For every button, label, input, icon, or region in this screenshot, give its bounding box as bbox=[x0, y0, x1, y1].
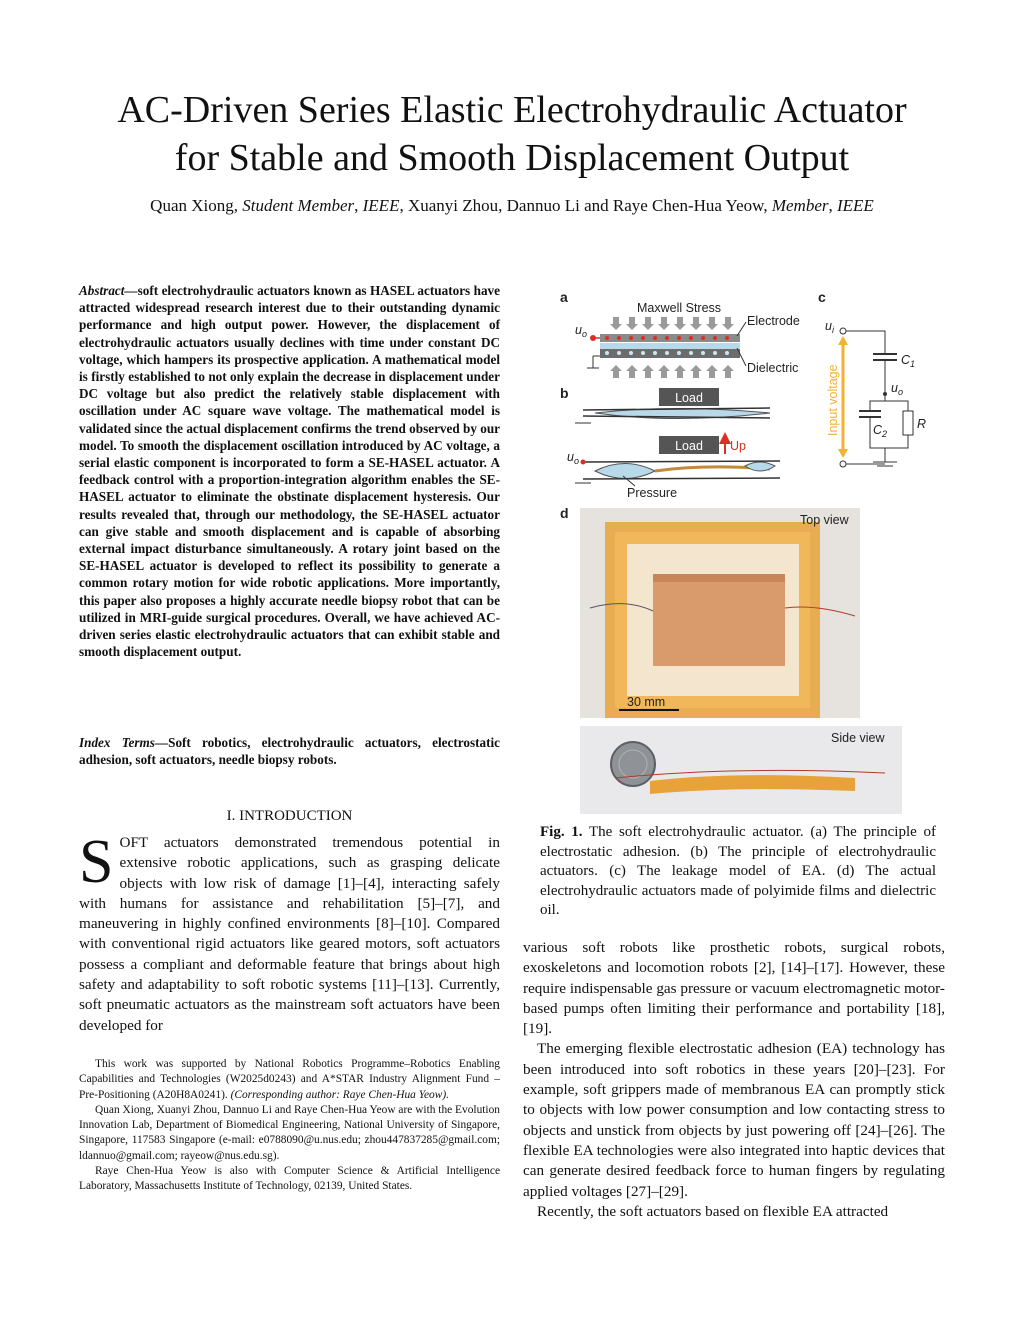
pressure-label: Pressure bbox=[627, 486, 678, 500]
paragraph-3: Recently, the soft actuators based on flexible EA attracted bbox=[537, 1202, 889, 1220]
footnote-affiliation: Quan Xiong, Xuanyi Zhou, Dannuo Li and Raye Chen-Hua Yeow are with the Evolution Innovation Lab, Department of Biomedical Engineering, National University of Singapore, Singapore, 117583 Singapore (e-mail: e0788090@u.nus.edu; zhou447837285@gmail.com; ldannuo@gmail.com; rayeow@nus.edu.sg). bbox=[79, 1103, 500, 1162]
title-line-1: AC-Driven Series Elastic Electrohydraulic Actuator bbox=[117, 89, 907, 131]
u-o-label-a: $u_o$ bbox=[575, 323, 587, 339]
side-view-label: Side view bbox=[831, 731, 885, 745]
abstract-text: soft electrohydraulic actuators known as HASEL actuators have attracted widespread research interest due to their outstanding dynamic performance and high output power. However, the displacement of electrohydraulic actuators usually declines with time under constant DC voltage, which hampers its prospective application. A mathematical model is firstly established to not only explain the decrease in displacement under DC voltage but also predict the relatively stable displacement with oscillation under AC square wave voltage. The mathematical model is validated since the actual displacement confirms the trend observed by our model. To smooth the displacement oscillation introduced by AC voltage, a serial elastic component is incorporated to form a SE-HASEL actuator. A feedback control with a proportion-integration algorithm enables the SE-HASEL actuator to eliminate the obstinate displacement hysteresis. Our results revealed that, through our methodology, the SE-HASEL actuator can give stable and smooth displacement and is capable of absorbing external impact disturbance simultaneously. A rotary joint based on the SE-HASEL actuator is developed to reflect its possibility to generate a common rotary motion for wide robotic applications. More importantly, this paper also proposes a highly accurate needle biopsy robot that can be utilized in MRI-guide surgical procedures. Overall, we have achieved AC-driven series elastic electrohydraulic actuators that can exhibit stable and smooth displacement output. bbox=[79, 283, 501, 660]
figure-1 bbox=[555, 286, 950, 821]
up-label: Up bbox=[730, 439, 746, 453]
author-4-org: IEEE bbox=[837, 196, 874, 215]
r-label: R bbox=[917, 417, 927, 431]
dielectric-label: Dielectric bbox=[747, 361, 799, 375]
c2-label: $C_2$ bbox=[873, 423, 888, 439]
index-terms bbox=[79, 734, 500, 768]
dielectric-layer bbox=[600, 343, 740, 349]
panel-c-label: c bbox=[818, 289, 826, 305]
footnote-affiliation-2: Raye Chen-Hua Yeow is also with Computer Science & Artificial Intelligence Laboratory, Massachusetts Institute of Technology, 02139, United States. bbox=[79, 1165, 500, 1193]
author-list: Quan Xiong, Student Member, IEEE, Xuanyi Zhou, Dannuo Li and Raye Chen-Hua Yeow, Member, IEEE bbox=[150, 196, 874, 215]
maxwell-stress-label: Maxwell Stress bbox=[637, 301, 722, 315]
top-view-label: Top view bbox=[800, 513, 849, 527]
svg-text:Load: Load bbox=[675, 439, 703, 453]
author-1-role: Student Member bbox=[242, 196, 355, 215]
footnote bbox=[79, 1057, 500, 1195]
title-line-2: for Stable and Smooth Displacement Output bbox=[174, 137, 850, 179]
introduction-text bbox=[79, 828, 500, 1036]
author-4-role: Member bbox=[771, 196, 829, 215]
paper-title bbox=[40, 86, 984, 182]
svg-text:Load: Load bbox=[675, 391, 703, 405]
electrode-bottom bbox=[600, 349, 740, 358]
abstract bbox=[79, 282, 500, 660]
drop-cap: S bbox=[79, 828, 114, 896]
caption-label: Fig. 1. bbox=[540, 824, 583, 840]
index-terms-text: Soft robotics, electrohydraulic actuators, electrostatic adhesion, soft actuators, needle biopsy robots. bbox=[79, 735, 500, 768]
index-terms-lead: Index Terms— bbox=[79, 735, 169, 750]
panel-b-label: b bbox=[560, 385, 569, 401]
u-i-label: $u_i$ bbox=[825, 319, 834, 335]
down-arrows bbox=[610, 317, 734, 330]
up-arrows bbox=[610, 365, 734, 378]
author-1-org: IEEE bbox=[362, 196, 400, 215]
c1-label: $C_1$ bbox=[901, 353, 916, 369]
u-o-label-b: $u_o$ bbox=[567, 450, 579, 466]
scale-label: 30 mm bbox=[627, 695, 666, 709]
section-heading: I. INTRODUCTION bbox=[226, 808, 353, 824]
caption-text: The soft electrohydraulic actuator. (a) The principle of electrostatic adhesion. (b) The principle of electrohydraulic actuators. (c) The leakage model of EA. (d) The actual electrohydraulic actuators made of polyimide films and dielectric oil. bbox=[540, 824, 936, 919]
resistor bbox=[903, 411, 913, 435]
panel-a-label: a bbox=[560, 289, 568, 305]
coin bbox=[611, 742, 655, 786]
paragraph-2: The emerging flexible electrostatic adhesion (EA) technology has been introduced into soft robotics in these years [20]–[23]. For example, soft grippers made of membranous EA can promptly stick to objects with low power consumption and low contacting stress to objects and unstick from objects by just powering off [24]–[26]. The flexible EA technologies were also integrated into haptic devices that can generate desired feedback force to human fingers by regulating applied voltages [27]–[29]. bbox=[523, 1040, 945, 1200]
electrode-label: Electrode bbox=[747, 314, 800, 328]
paragraph-1: various soft robots like prosthetic robots, surgical robots, exoskeletons and locomotion robots [2], [14]–[17]. However, these require indispensable gas pressure or vacuum electromagnetic motor-based pumps often limiting their performance and portability [18], [19]. bbox=[523, 939, 945, 1038]
panel-d-label: d bbox=[560, 505, 569, 521]
copper-electrode bbox=[653, 574, 785, 666]
right-column-text bbox=[523, 938, 945, 1222]
abstract-lead: Abstract— bbox=[79, 283, 138, 298]
intro-body: OFT actuators demonstrated tremendous potential in extensive robotic applications, such as grasping delicate objects with low risk of damage [1]–[4], interacting safely with humans for assistance and rehabilitation [5]–[7], and maneuvering in highly confined environments [8]–[10]. Compared with conventional rigid actuators like geared motors, soft actuators possess a compliant and deformable feature that brings about high safety and adaptability to soft robotic systems [11]–[13]. Currently, soft pneumatic actuators as the mainstream soft actuators have been developed for bbox=[79, 834, 500, 1034]
author-1: Quan Xiong, bbox=[150, 196, 243, 215]
footnote-funding: This work was supported by National Robotics Programme–Robotics Enabling Capabilities and Technologies (W2025d0243) and A*STAR Industry Alignment Fund – Pre-Positioning (A20H8A0241). (Corresponding author: Raye Chen-Hua Yeow). bbox=[79, 1058, 500, 1101]
pouch-2 bbox=[595, 464, 655, 479]
u-o-label-c: $u_o$ bbox=[891, 381, 903, 397]
input-voltage-label: Input voltage bbox=[826, 364, 840, 436]
figure-caption bbox=[540, 823, 936, 921]
other-authors: , Xuanyi Zhou, Dannuo Li and Raye Chen-Hua Yeow, bbox=[399, 196, 772, 215]
